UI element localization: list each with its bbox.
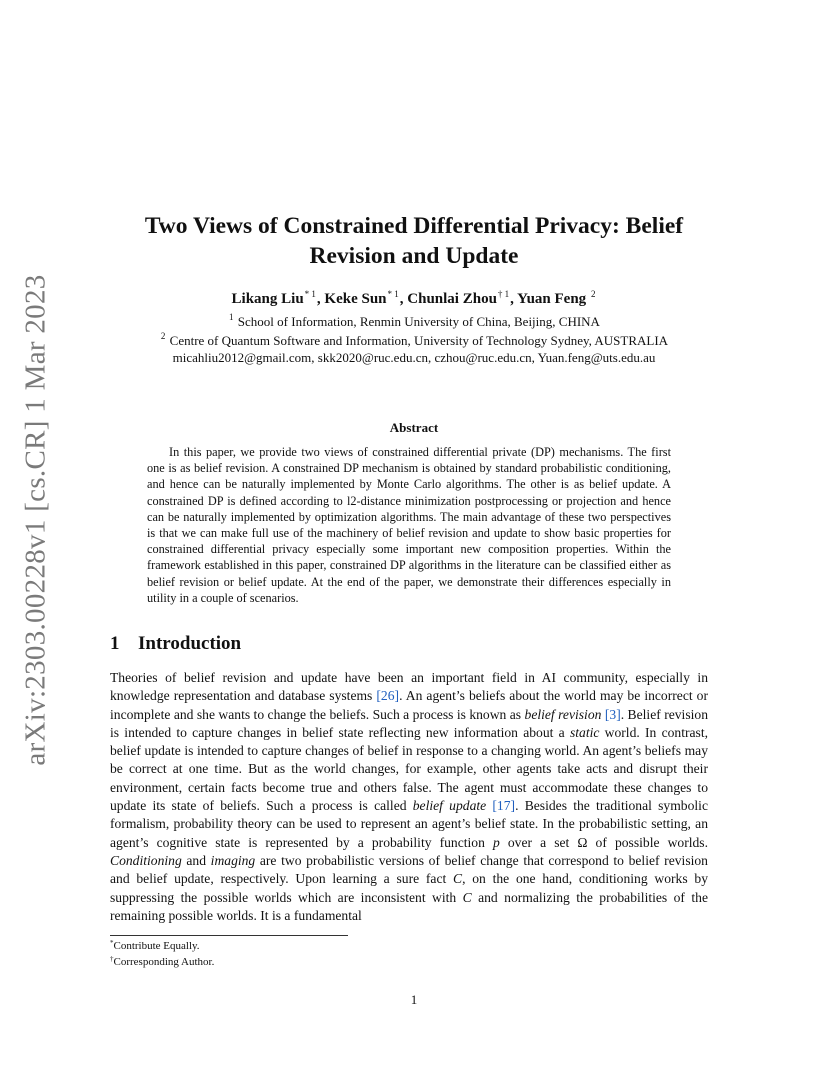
affiliation-text: School of Information, Renmin University of China, Beijing, CHINA	[237, 314, 600, 329]
text-run: . An agent’s beliefs about the world may be incorrect or incomplete and she wants to change the beliefs. Such a process is known as	[110, 688, 709, 722]
emphasis: Conditioning	[110, 852, 182, 868]
abstract-body: In this paper, we provide two views of constrained differential private (DP) mechanisms. The first one is as belief revision. A constrained DP mechanism is obtained by standard probabilistic conditioning, and hence can be naturally implemented by Monte Carlo algorithms. The other is as belief update. A constrained DP is defined according to l2-distance minimization postprocessing or projection and hence can be naturally implemented by optimization algorithms. The main advantage of these two perspectives is that we can make full use of the machinery of belief revision and update to show basic properties for constrained differential privacy especially some important new composition properties. Within the framework established in this paper, constrained DP algorithms in the literature can be classified either as belief revision or belief update. At the end of the paper, we demonstrate their differences especially in utility in a couple of scenarios.	[147, 445, 671, 605]
footnote-2	[110, 955, 214, 968]
section-number: 1	[110, 633, 120, 654]
author-affiliation-mark: * 1	[304, 289, 316, 299]
author-affiliation-mark: 2	[590, 289, 596, 299]
affiliation-2	[90, 331, 738, 349]
affiliation-1	[90, 312, 738, 330]
math-symbol: C	[453, 871, 463, 887]
footnote-mark: *	[110, 939, 114, 947]
author-name: Keke Sun	[324, 291, 387, 307]
footnote-text: Contribute Equally.	[113, 940, 200, 952]
arxiv-identifier: arXiv:2303.00228v1 [cs.CR] 1 Mar 2023	[19, 274, 52, 766]
affiliation-mark: 1	[229, 312, 234, 322]
section-title: Introduction	[138, 633, 242, 654]
text-run: world. In contrast, belief update is intended to capture changes of belief in response to a changing world. An agent’s beliefs may be correct at one time. But as the world changes, for example, other agents take acts and disrupt their environment, certain facts become true and others false. The agent must accommodate these changes to update its state of beliefs. Such a process is called	[110, 724, 708, 814]
arxiv-identifier-stamp	[18, 274, 54, 766]
section-heading	[110, 633, 241, 655]
paper-title: Two Views of Constrained Differential Privacy: Belief Revision and Update	[144, 213, 684, 269]
abstract-heading: Abstract	[389, 420, 439, 435]
citation-link[interactable]: [26]	[376, 688, 400, 704]
text-run: . Besides the traditional symbolic formalism, probability theory can be used to represent an agent’s belief state. In the probabilistic setting, an agent’s cognitive state is represented by a probability function	[110, 798, 708, 850]
emphasis: belief update	[412, 798, 487, 814]
text-run: over a set Ω of possible worlds.	[499, 834, 708, 850]
text-run: are two probabilistic versions of belief change that correspond to belief revision and belief update, respectively. Upon learning a sure fact	[110, 852, 708, 887]
page-number: 1	[410, 992, 418, 1007]
affiliation-mark: 2	[160, 331, 166, 341]
citation-link[interactable]: [17]	[492, 798, 516, 814]
math-symbol: p	[492, 834, 500, 850]
author-emails: micahliu2012@gmail.com, skk2020@ruc.edu.cn, czhou@ruc.edu.cn, Yuan.feng@uts.edu.au	[172, 350, 656, 365]
math-symbol: C	[462, 889, 472, 905]
emphasis: imaging	[210, 852, 256, 868]
footnote-1	[110, 939, 200, 952]
text-run: , on the one hand, conditioning works by suppressing the possible worlds which are inconsistent with	[110, 871, 708, 905]
author-name: Chunlai Zhou	[407, 291, 497, 307]
author-name: Yuan Feng	[517, 291, 587, 307]
text-run: . Belief revision is intended to capture changes in belief state reflecting new information about a	[110, 706, 708, 740]
footnote-mark: †	[110, 955, 114, 963]
text-run: and normalizing the probabilities of the remaining possible worlds. It is a fundamental	[110, 889, 708, 923]
author-name: Likang Liu	[231, 291, 304, 307]
author-list: Likang Liu$^{* 1}$, Keke Sun$^{* 1}$, Chunlai Zhou$^{\dagger 1}$, Yuan Feng $^2$	[231, 289, 596, 307]
text-run: and	[181, 852, 211, 868]
author-affiliation-mark: † 1	[497, 289, 510, 299]
footnote-text: Corresponding Author.	[113, 956, 215, 968]
emphasis: belief revision	[524, 706, 602, 722]
citation-link[interactable]: [3]	[604, 706, 621, 722]
footnote-divider	[110, 935, 348, 936]
introduction-paragraph	[110, 669, 708, 925]
affiliation-text: Centre of Quantum Software and Information, University of Technology Sydney, AUSTRALIA	[169, 333, 669, 348]
emphasis: static	[569, 724, 600, 740]
author-affiliation-mark: * 1	[387, 289, 399, 299]
text-run: Theories of belief revision and update have been an important field in AI community, especially in knowledge representation and database systems	[110, 670, 708, 704]
